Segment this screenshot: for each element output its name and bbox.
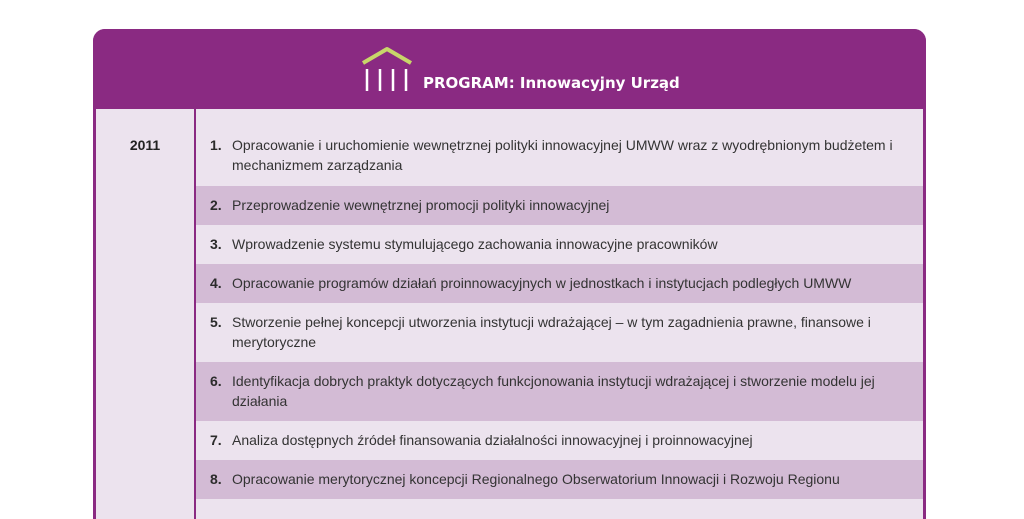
program-title: PROGRAM: Innowacyjny Urząd bbox=[423, 74, 680, 92]
program-header bbox=[93, 29, 926, 109]
task-item-1 bbox=[196, 109, 923, 186]
task-item-4 bbox=[196, 264, 923, 303]
task-text: Identyfikacja dobrych praktyk dotyczących funkcjonowania instytucji wdrażającej i stworzenie modelu jej działania bbox=[232, 373, 875, 409]
task-text: Opracowanie i uruchomienie wewnętrznej polityki innowacyjnej UMWW wraz z wyodrębnionym budżetem i mechanizmem zarządzania bbox=[232, 137, 893, 173]
task-item-3 bbox=[196, 225, 923, 264]
task-number: 4. bbox=[210, 275, 222, 291]
year-label: 2011 bbox=[129, 137, 161, 153]
task-item-8 bbox=[196, 460, 923, 499]
task-text: Wprowadzenie systemu stymulującego zachowania innowacyjne pracowników bbox=[232, 236, 718, 252]
task-text: Opracowanie programów działań proinnowacyjnych w jednostkach i instytucjach podległych UMWW bbox=[232, 275, 852, 291]
task-number: 2. bbox=[210, 197, 222, 213]
task-text: Opracowanie merytorycznej koncepcji Regionalnego Obserwatorium Innowacji i Rozwoju Regionu bbox=[232, 471, 840, 487]
task-number: 6. bbox=[210, 373, 222, 389]
task-item-2 bbox=[196, 186, 923, 225]
task-number: 7. bbox=[210, 432, 222, 448]
year-column bbox=[96, 109, 196, 519]
task-item-7 bbox=[196, 421, 923, 460]
task-text: Stworzenie pełnej koncepcji utworzenia instytucji wdrażającej – w tym zagadnienia prawne, finansowe i merytoryczne bbox=[232, 314, 871, 350]
task-item-6 bbox=[196, 362, 923, 421]
task-item-5 bbox=[196, 303, 923, 362]
task-text: Przeprowadzenie wewnętrznej promocji polityki innowacyjnej bbox=[232, 197, 610, 213]
program-card bbox=[93, 29, 926, 519]
task-number: 1. bbox=[210, 137, 222, 153]
task-number: 8. bbox=[210, 471, 222, 487]
task-text: Analiza dostępnych źródeł finansowania działalności innowacyjnej i proinnowacyjnej bbox=[232, 432, 753, 448]
program-table bbox=[96, 109, 923, 519]
house-columns-icon bbox=[361, 45, 413, 93]
task-number: 3. bbox=[210, 236, 222, 252]
task-number: 5. bbox=[210, 314, 222, 330]
